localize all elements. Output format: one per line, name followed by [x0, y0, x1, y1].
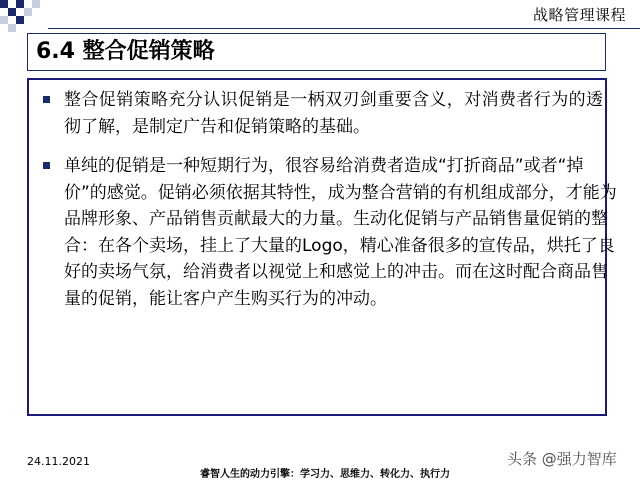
course-title: 战略管理课程 [532, 6, 626, 24]
title-box [27, 33, 606, 71]
watermark-text: 头条 @强力智库 [507, 450, 617, 468]
square-bullet-icon [43, 96, 50, 103]
slide-title: 6.4 整合促销策略 [36, 39, 215, 64]
header-rule [48, 28, 640, 29]
footer-date: 24.11.2021 [27, 455, 90, 468]
checker-decoration [0, 0, 48, 32]
bullet-item [43, 153, 623, 312]
bullet-text: 单纯的促销是一种短期行为，很容易给消费者造成“打折商品”或者“掉价”的感觉。促销必须依据其特性，成为整合营销的有机组成部分，才能为品牌形象、产品销售贡献最大的力量。生动化促销与产品销售量促销的整合：在各个卖场，挂上了大量的Logo，精心准备很多的宣传品，烘托了良好的卖场气氛，给消费者以视觉上和感觉上的冲击。而在这时配合商品售量的促销，能让客户产生购买行为的冲动。 [64, 156, 617, 309]
footer-slogan: 睿智人生的动力引擎：学习力、思维力、转化力、执行力 [200, 469, 450, 480]
bullet-item [43, 87, 603, 140]
bullet-text: 整合促销策略充分认识促销是一柄双刃剑重要含义，对消费者行为的透彻了解，是制定广告和促销策略的基础。 [64, 90, 603, 137]
content-box [27, 78, 617, 416]
square-bullet-icon [43, 162, 50, 169]
